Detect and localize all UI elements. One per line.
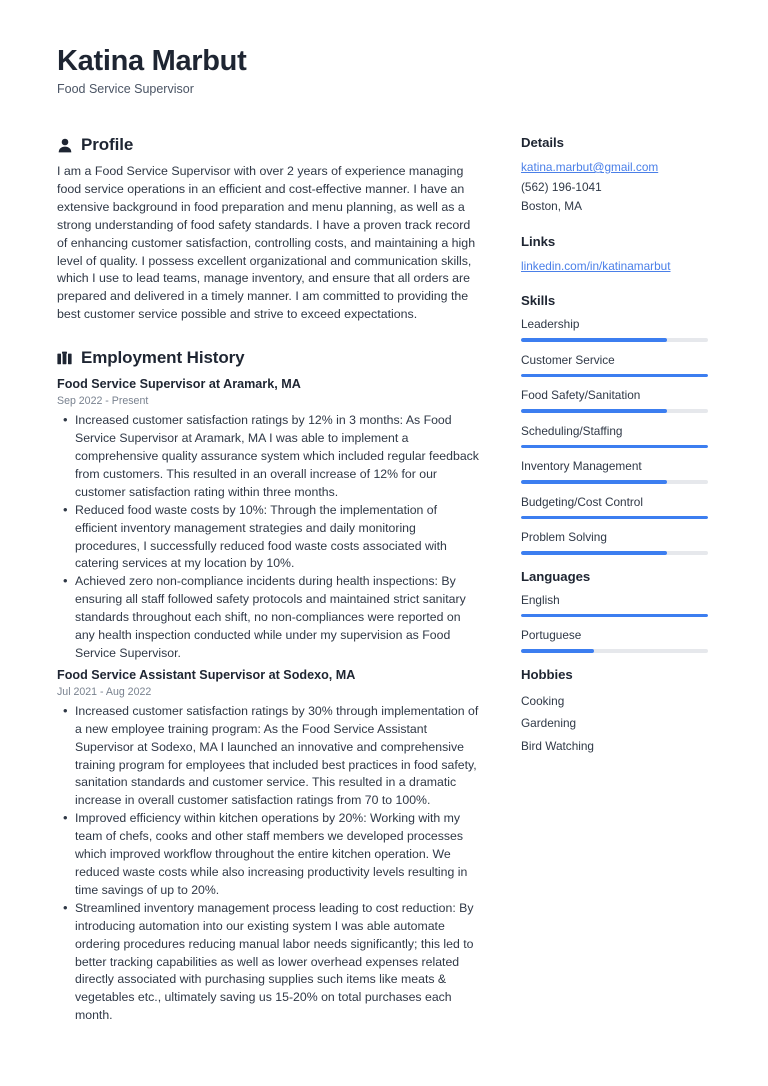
links-block <box>521 234 708 277</box>
hobby-item: Cooking <box>521 693 565 708</box>
linkedin-link[interactable]: linkedin.com/in/katinamarbut <box>521 258 671 273</box>
language-label: Portuguese <box>521 628 582 642</box>
skill-track <box>521 338 708 342</box>
job-bullet: • Achieved zero non-compliance incidents during health inspections: By ensuring all staff followed safety protocols and maintained strict sanitary standards throughout each shift, no non-compliances were reported on any health inspection conducted while under my supervision as Food Service Supervisor. <box>57 573 482 663</box>
skill-fill <box>521 480 667 484</box>
job-bullet: • Reduced food waste costs by 10%: Through the implementation of efficient inventory management strategies and daily monitoring procedures, I successfully reduced food waste costs associated with catering services at my location by 10%. <box>57 502 482 574</box>
job-bullet: • Increased customer satisfaction ratings by 30% through implementation of a new employee training program: As the Food Service Assistant Supervisor at Sodexo, MA I launched an innovative and comprehensive training program for employees that included best practices in food safety, sanitation standards and customer service. This resulted in a dramatic increase in overall customer satisfaction ratings from 70 to 100%. <box>57 703 482 810</box>
job-title: Food Service Supervisor at Aramark, MA <box>57 377 301 392</box>
language-fill <box>521 614 708 618</box>
language-row <box>521 627 708 653</box>
skill-label: Inventory Management <box>521 459 642 473</box>
profile-heading: Profile <box>81 135 134 154</box>
candidate-job-title: Food Service Supervisor <box>57 82 194 96</box>
skill-row <box>521 494 708 520</box>
language-fill <box>521 649 594 653</box>
job-dates: Sep 2022 - Present <box>57 395 149 408</box>
user-icon <box>57 137 72 153</box>
language-label: English <box>521 592 560 607</box>
language-track <box>521 614 708 618</box>
job-dates: Jul 2021 - Aug 2022 <box>57 685 152 698</box>
skills-block <box>521 293 708 555</box>
hobby-item: Bird Watching <box>521 738 594 753</box>
hobbies-block <box>521 667 708 758</box>
skill-row <box>521 458 708 484</box>
resume-header <box>57 44 697 97</box>
skill-row <box>521 316 708 342</box>
employment-section <box>57 348 482 1025</box>
skill-track <box>521 374 708 378</box>
skills-heading: Skills <box>521 293 556 308</box>
hobbies-heading: Hobbies <box>521 666 573 682</box>
briefcase-icon <box>57 350 72 366</box>
languages-heading: Languages <box>521 568 591 584</box>
job-bullet: • Streamlined inventory management process leading to cost reduction: By introducing automation into our existing system I was able automate ordering procedures reducing manual labor needs significantly; this led to better tracking capabilities as well as lower overhead expenses related directly associated with purchasing supplies such items like meats & vegetables etc., ultimately saving us 15-20% on total purchases each month. <box>57 900 482 1025</box>
skill-track <box>521 516 708 520</box>
profile-text: I am a Food Service Supervisor with over 2 years of experience managing food service operations in an efficient and cost-effective manner. I have an extensive background in food preparation and menu planning, as well as a strong understanding of food safety standards. I have a proven track record of enhancing customer satisfaction, controlling costs, and maintaining a high level of quality. I possess excellent organizational and communication skills, which I use to lead teams, manage inventory, and ensure that all orders are prepared and delivered in a timely manner. I am committed to providing the best customer service possible and strive to exceed expectations. <box>57 164 476 322</box>
job-bullet: • Increased customer satisfaction ratings by 12% in 3 months: As Food Service Supervisor at Aramark, MA I was able to implement a comprehensive quality assurance system which included regular feedback from customers. This resulted in an overall increase of 12% for our customer satisfaction rating within three months. <box>57 412 482 502</box>
skill-track <box>521 480 708 484</box>
job-bullet: • Improved efficiency within kitchen operations by 20%: Working with my team of chefs, cooks and other staff members we developed processes which improved workflow throughout the entire kitchen operation. We reduced waste costs while also increasing productivity levels resulting in time savings of up to 20%. <box>57 810 482 900</box>
skill-label: Leadership <box>521 317 580 331</box>
skill-fill <box>521 551 667 555</box>
skill-label: Scheduling/Staffing <box>521 423 623 438</box>
job-title: Food Service Assistant Supervisor at Sodexo, MA <box>57 667 356 682</box>
sidebar-column <box>521 135 708 776</box>
skill-fill <box>521 445 708 449</box>
skill-row <box>521 352 708 378</box>
skill-fill <box>521 409 667 413</box>
candidate-name: Katina Marbut <box>57 45 247 77</box>
skill-track <box>521 551 708 555</box>
skill-row <box>521 529 708 555</box>
skill-label: Budgeting/Cost Control <box>521 494 643 509</box>
location-text: Boston, MA <box>521 199 582 213</box>
skill-fill <box>521 374 708 378</box>
job-bullets <box>57 703 482 1025</box>
details-heading: Details <box>521 135 564 150</box>
employment-heading: Employment History <box>81 348 245 368</box>
languages-block <box>521 569 708 653</box>
skill-row <box>521 423 708 449</box>
skill-fill <box>521 516 708 520</box>
skill-fill <box>521 338 667 342</box>
employment-section-header <box>57 348 482 368</box>
skill-row <box>521 387 708 413</box>
phone-text: (562) 196-1041 <box>521 179 602 194</box>
skill-track <box>521 409 708 413</box>
language-track <box>521 649 708 653</box>
hobby-item: Gardening <box>521 716 577 731</box>
links-heading: Links <box>521 233 556 249</box>
profile-section <box>57 135 482 324</box>
skill-label: Food Safety/Sanitation <box>521 388 641 402</box>
email-link[interactable]: katina.marbut@gmail.com <box>521 160 659 174</box>
job-bullets <box>57 412 482 663</box>
language-row <box>521 592 708 618</box>
skill-label: Customer Service <box>521 352 615 367</box>
skill-track <box>521 445 708 449</box>
profile-section-header <box>57 135 482 155</box>
details-block <box>521 135 708 217</box>
employment-entry <box>57 667 482 1025</box>
employment-entry <box>57 376 482 663</box>
skill-label: Problem Solving <box>521 530 607 544</box>
main-column <box>57 135 482 1043</box>
